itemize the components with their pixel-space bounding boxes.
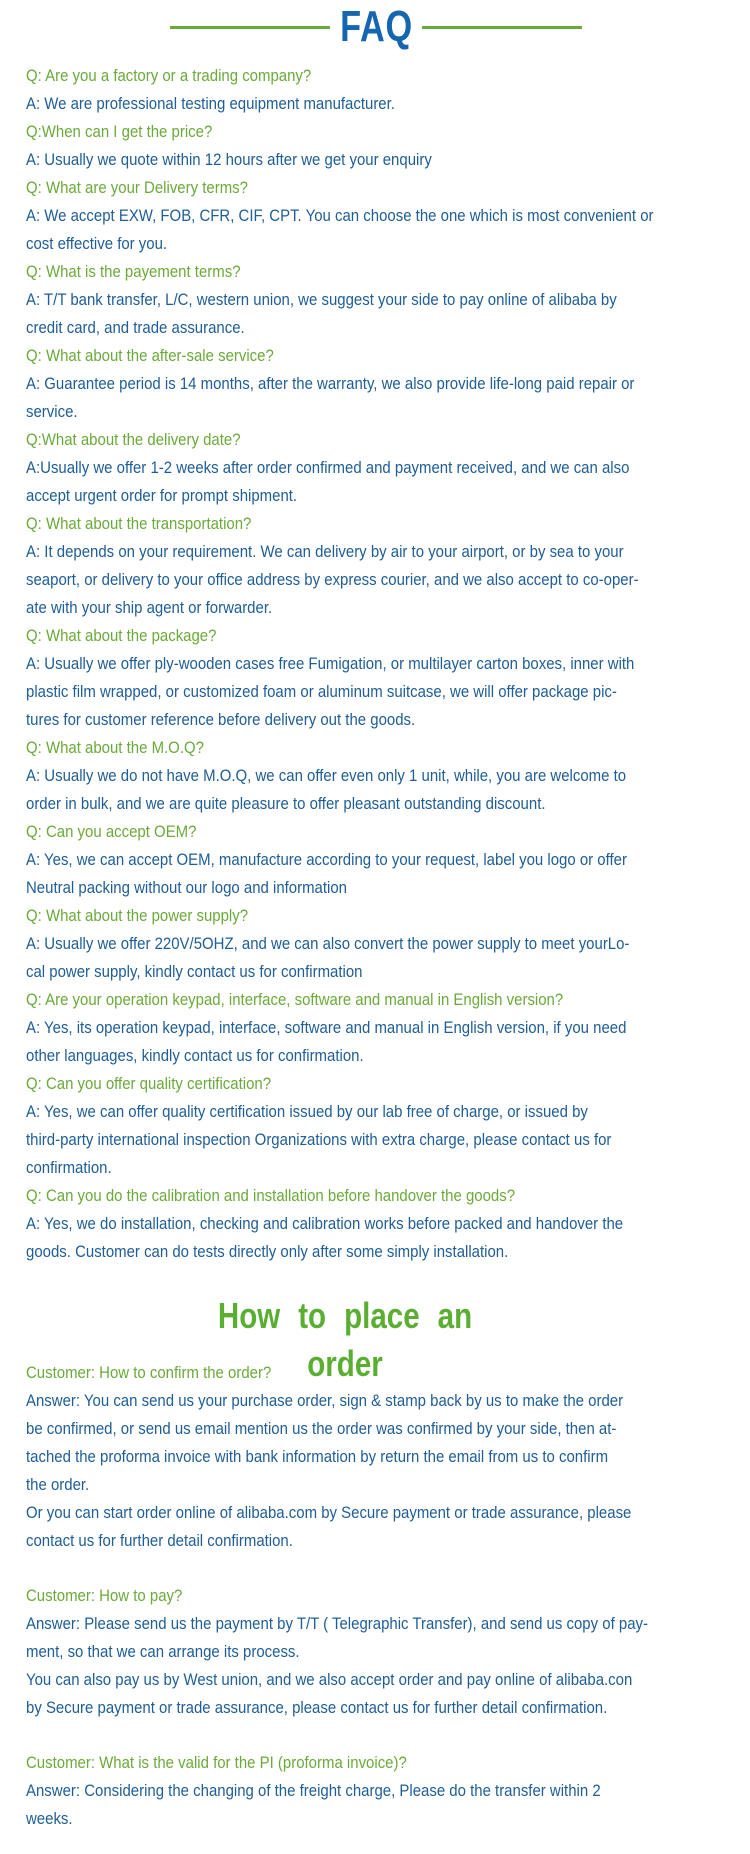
faq-question: Q: What about the M.O.Q? bbox=[26, 738, 204, 757]
faq-answer: service. bbox=[26, 402, 78, 421]
faq-question: Q:When can I get the price? bbox=[26, 122, 213, 141]
faq-answer: ate with your ship agent or forwarder. bbox=[26, 598, 273, 617]
faq-answer: credit card, and trade assurance. bbox=[26, 318, 245, 337]
faq-question: Q: Are your operation keypad, interface, software and manual in English version? bbox=[26, 990, 564, 1009]
order-answer: contact us for further detail confirmation. bbox=[26, 1531, 293, 1550]
faq-answer: A: We accept EXW, FOB, CFR, CIF, CPT. You can choose the one which is most convenient or bbox=[26, 206, 654, 225]
faq-answer: other languages, kindly contact us for confirmation. bbox=[26, 1046, 364, 1065]
faq-answer: confirmation. bbox=[26, 1158, 112, 1177]
order-question: Customer: What is the valid for the PI (proforma invoice)? bbox=[26, 1753, 407, 1772]
faq-answer: A: We are professional testing equipment manufacturer. bbox=[26, 94, 395, 113]
faq-answer: order in bulk, and we are quite pleasure to offer pleasant outstanding discount. bbox=[26, 794, 546, 813]
faq-question: Q:What about the delivery date? bbox=[26, 430, 241, 449]
faq-answer: goods. Customer can do tests directly only after some simply installation. bbox=[26, 1242, 509, 1261]
order-question: Customer: How to pay? bbox=[26, 1586, 183, 1605]
header-rule-left bbox=[170, 26, 330, 29]
faq-question: Q: Can you do the calibration and installation before handover the goods? bbox=[26, 1186, 516, 1205]
faq-answer: A:Usually we offer 1-2 weeks after order confirmed and payment received, and we can also bbox=[26, 458, 630, 477]
order-answer: ment, so that we can arrange its process. bbox=[26, 1642, 300, 1661]
order-answer: by Secure payment or trade assurance, please contact us for further detail confirmation. bbox=[26, 1698, 608, 1717]
faq-answer: A: Yes, we can accept OEM, manufacture according to your request, label you logo or offer bbox=[26, 850, 627, 869]
order-answer: You can also pay us by West union, and we also accept order and pay online of alibaba.con bbox=[26, 1670, 633, 1689]
order-answer: be confirmed, or send us email mention us the order was confirmed by your side, then at- bbox=[26, 1419, 617, 1438]
order-answer: Answer: Considering the changing of the freight charge, Please do the transfer within 2 bbox=[26, 1781, 601, 1800]
faq-answer: third-party international inspection Organizations with extra charge, please contact us for bbox=[26, 1130, 612, 1149]
faq-answer: A: Usually we offer 220V/5OHZ, and we can also convert the power supply to meet yourLo- bbox=[26, 934, 630, 953]
faq-answer: seaport, or delivery to your office address by express courier, and we also accept to co-oper- bbox=[26, 570, 639, 589]
faq-question: Q: What about the package? bbox=[26, 626, 217, 645]
faq-answer: A: It depends on your requirement. We can delivery by air to your airport, or by sea to your bbox=[26, 542, 624, 561]
order-answer: Or you can start order online of alibaba.com by Secure payment or trade assurance, please bbox=[26, 1503, 632, 1522]
order-answer: Answer: You can send us your purchase order, sign & stamp back by us to make the order bbox=[26, 1391, 624, 1410]
faq-answer: cal power supply, kindly contact us for confirmation bbox=[26, 962, 363, 981]
faq-answer: cost effective for you. bbox=[26, 234, 168, 253]
order-section-title: How to place an order bbox=[217, 1295, 473, 1384]
faq-answer: A: T/T bank transfer, L/C, western union, we suggest your side to pay online of alibaba by bbox=[26, 290, 617, 309]
faq-question: Q: Can you accept OEM? bbox=[26, 822, 197, 841]
faq-answer: accept urgent order for prompt shipment. bbox=[26, 486, 298, 505]
faq-answer: A: Yes, we do installation, checking and calibration works before packed and handover the bbox=[26, 1214, 624, 1233]
faq-question: Q: What about the transportation? bbox=[26, 514, 252, 533]
faq-answer: A: Usually we offer ply-wooden cases free Fumigation, or multilayer carton boxes, inner with bbox=[26, 654, 635, 673]
faq-title: FAQ bbox=[340, 2, 414, 51]
faq-answer: tures for customer reference before delivery out the goods. bbox=[26, 710, 416, 729]
faq-question: Q: Are you a factory or a trading company? bbox=[26, 66, 312, 85]
faq-header bbox=[0, 0, 750, 56]
header-rule-right bbox=[422, 26, 582, 29]
faq-question: Q: What about the power supply? bbox=[26, 906, 249, 925]
faq-answer: A: Yes, we can offer quality certification issued by our lab free of charge, or issued by bbox=[26, 1102, 588, 1121]
order-question: Customer: How to confirm the order? bbox=[26, 1363, 272, 1382]
faq-question: Q: What about the after-sale service? bbox=[26, 346, 274, 365]
order-answer: weeks. bbox=[26, 1809, 73, 1828]
faq-answer: Neutral packing without our logo and information bbox=[26, 878, 348, 897]
faq-answer: A: Usually we quote within 12 hours after we get your enquiry bbox=[26, 150, 432, 169]
faq-question: Q: What is the payement terms? bbox=[26, 262, 241, 281]
faq-question: Q: Can you offer quality certification? bbox=[26, 1074, 272, 1093]
faq-answer: A: Guarantee period is 14 months, after the warranty, we also provide life-long paid repair or bbox=[26, 374, 635, 393]
faq-answer: A: Usually we do not have M.O.Q, we can offer even only 1 unit, while, you are welcome to bbox=[26, 766, 627, 785]
faq-question: Q: What are your Delivery terms? bbox=[26, 178, 248, 197]
order-answer: tached the proforma invoice with bank information by return the email from us to confirm bbox=[26, 1447, 609, 1466]
order-answer: the order. bbox=[26, 1475, 90, 1494]
faq-answer: A: Yes, its operation keypad, interface, software and manual in English version, if you need bbox=[26, 1018, 627, 1037]
faq-answer: plastic film wrapped, or customized foam or aluminum suitcase, we will offer package pic- bbox=[26, 682, 617, 701]
order-answer: Answer: Please send us the payment by T/T ( Telegraphic Transfer), and send us copy of pay- bbox=[26, 1614, 649, 1633]
